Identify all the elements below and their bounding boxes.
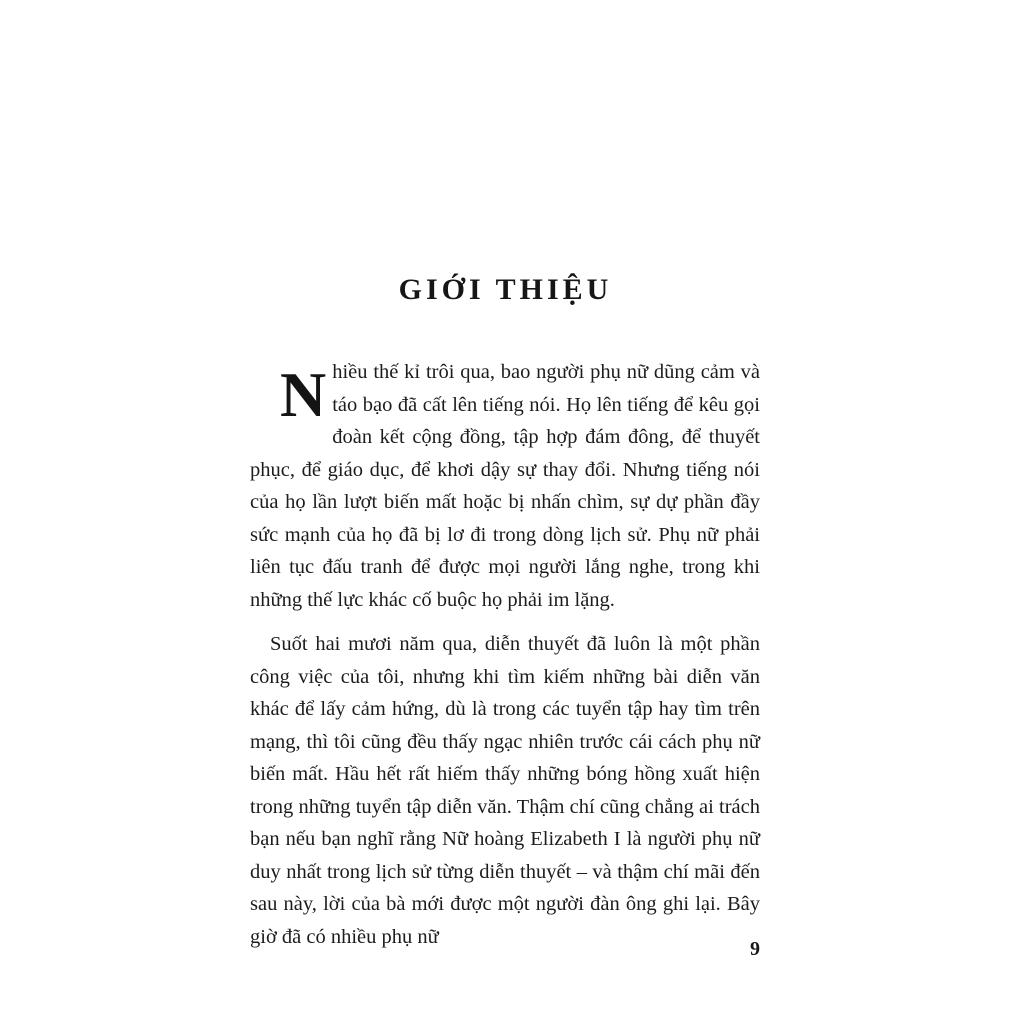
paragraph-second: Suốt hai mươi năm qua, diễn thuyết đã luôn là một phần công việc của tôi, nhưng khi tìm kiếm những bài diễn văn khác để lấy cảm hứng, dù là trong các tuyển tập hay tìm trên mạng, thì tôi cũng đều thấy ngạc nhiên trước cái cách phụ nữ biến mất. Hầu hết rất hiếm thấy những bóng hồng xuất hiện trong những tuyển tập diễn văn. Thậm chí cũng chẳng ai trách bạn nếu bạn nghĩ rằng Nữ hoàng Elizabeth I là người phụ nữ duy nhất trong lịch sử từng diễn thuyết – và thậm chí mãi đến sau này, lời của bà mới được một người đàn ông ghi lại. Bây giờ đã có nhiều phụ nữ <box>250 633 760 948</box>
body-text <box>250 356 760 953</box>
chapter-title: GIỚI THIỆU <box>398 273 613 306</box>
paragraph-first-text: hiều thế kỉ trôi qua, bao người phụ nữ dũng cảm và táo bạo đã cất lên tiếng nói. Họ lên tiếng để kêu gọi đoàn kết cộng đồng, tập hợp đám đông, để thuyết phục, để giáo dục, để khơi dậy sự thay đổi. Nhưng tiếng nói của họ lần lượt biến mất hoặc bị nhấn chìm, sự dự phần đầy sức mạnh của họ đã bị lơ đi trong dòng lịch sử. Phụ nữ phải liên tục đấu tranh để được mọi người lắng nghe, trong khi những thế lực khác cố buộc họ phải im lặng. <box>250 361 760 611</box>
page-number: 9 <box>750 938 760 960</box>
drop-cap: N <box>280 359 327 430</box>
paragraph-first <box>250 356 760 616</box>
